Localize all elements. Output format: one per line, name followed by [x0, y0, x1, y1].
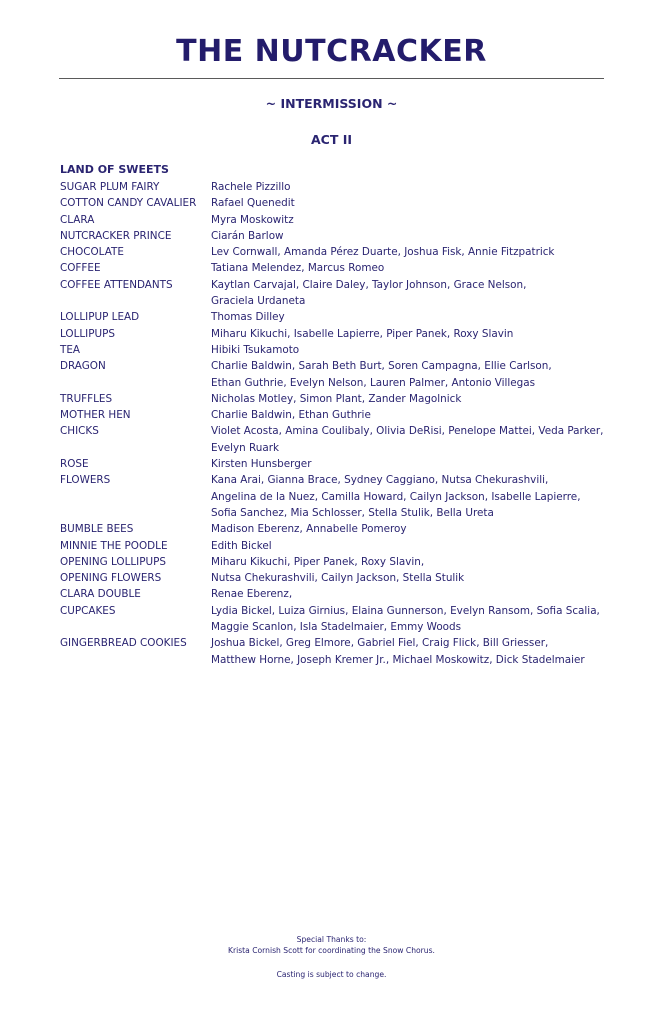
- cast-names: [211, 391, 620, 407]
- cast-row: [60, 342, 620, 358]
- cast-names: [211, 260, 620, 276]
- cast-names-line: Lev Cornwall, Amanda Pérez Duarte, Joshua Fisk, Annie Fitzpatrick: [211, 246, 555, 259]
- cast-names-line: Tatiana Melendez, Marcus Romeo: [211, 262, 385, 275]
- cast-names-line: Angelina de la Nuez, Camilla Howard, Cailyn Jackson, Isabelle Lapierre,: [211, 490, 581, 503]
- cast-names-line: Ciarán Barlow: [211, 229, 284, 242]
- cast-names-line: Myra Moskowitz: [211, 213, 294, 226]
- cast-names-line: Hibiki Tsukamoto: [211, 343, 300, 356]
- casting-note: Casting is subject to change.: [276, 970, 387, 979]
- cast-names-line: Charlie Baldwin, Ethan Guthrie: [211, 409, 371, 422]
- act-heading: ACT II: [310, 132, 353, 147]
- cast-names-line: Rafael Quenedit: [211, 197, 295, 210]
- cast-names-line: Charlie Baldwin, Sarah Beth Burt, Soren Campagna, Ellie Carlson,: [211, 360, 552, 373]
- cast-names-line: Kana Arai, Gianna Brace, Sydney Caggiano, Nutsa Chekurashvili,: [211, 474, 549, 487]
- cast-row: [60, 309, 620, 325]
- cast-row: [60, 554, 620, 570]
- cast-names: [211, 342, 620, 358]
- cast-names: [211, 456, 620, 472]
- cast-role: COTTON CANDY CAVALIER: [60, 197, 197, 210]
- footer: [0, 934, 663, 980]
- cast-role: LOLLIPUPS: [60, 327, 115, 340]
- cast-names-line: Lydia Bickel, Luiza Girnius, Elaina Gunnerson, Evelyn Ransom, Sofia Scalia,: [211, 604, 600, 617]
- cast-names-line: Edith Bickel: [211, 539, 272, 552]
- cast-row: [60, 407, 620, 423]
- cast-names-line: Joshua Bickel, Greg Elmore, Gabriel Fiel, Craig Flick, Bill Griesser,: [211, 637, 549, 650]
- cast-row: [60, 423, 620, 456]
- cast-role: OPENING LOLLIPUPS: [60, 555, 166, 568]
- cast-names: [211, 309, 620, 325]
- cast-row: [60, 472, 620, 521]
- cast-names: [211, 358, 620, 391]
- cast-row: [60, 228, 620, 244]
- cast-names: [211, 586, 620, 602]
- cast-names: [211, 326, 620, 342]
- cast-row: [60, 277, 620, 310]
- cast-row: [60, 538, 620, 554]
- cast-names: [211, 179, 620, 195]
- cast-row: [60, 391, 620, 407]
- cast-names-line: Violet Acosta, Amina Coulibaly, Olivia DeRisi, Penelope Mattei, Veda Parker,: [211, 425, 604, 438]
- cast-row: [60, 570, 620, 586]
- cast-names-line: Matthew Horne, Joseph Kremer Jr., Michael Moskowitz, Dick Stadelmaier: [211, 653, 585, 666]
- cast-role: COFFEE: [60, 262, 101, 275]
- cast-role: MINNIE THE POODLE: [60, 539, 168, 552]
- cast-names: [211, 423, 620, 456]
- cast-names-line: Kaytlan Carvajal, Claire Daley, Taylor Johnson, Grace Nelson,: [211, 278, 527, 291]
- cast-row: [60, 260, 620, 276]
- cast-row: [60, 326, 620, 342]
- cast-role: NUTCRACKER PRINCE: [60, 229, 172, 242]
- title-divider: [59, 78, 604, 79]
- cast-row: [60, 244, 620, 260]
- cast-names: [211, 570, 620, 586]
- cast-names-line: Thomas Dilley: [211, 311, 285, 324]
- cast-names: [211, 212, 620, 228]
- thanks-text: Krista Cornish Scott for coordinating the Snow Chorus.: [228, 946, 435, 955]
- cast-names: [211, 277, 620, 310]
- cast-role: ROSE: [60, 458, 89, 471]
- cast-names: [211, 538, 620, 554]
- cast-names-line: Evelyn Ruark: [211, 441, 280, 454]
- cast-list: [60, 179, 620, 668]
- cast-row: [60, 521, 620, 537]
- cast-names-line: Kirsten Hunsberger: [211, 458, 312, 471]
- cast-names-line: Rachele Pizzillo: [211, 181, 291, 193]
- cast-names: [211, 635, 620, 668]
- footer-spacer: [0, 956, 663, 969]
- cast-role: LOLLIPUP LEAD: [60, 311, 140, 324]
- cast-row: [60, 212, 620, 228]
- cast-role: FLOWERS: [60, 474, 111, 487]
- cast-names-line: Maggie Scanlon, Isla Stadelmaier, Emmy Woods: [211, 621, 462, 634]
- cast-role: CLARA: [60, 213, 95, 226]
- cast-role: SUGAR PLUM FAIRY: [60, 181, 160, 193]
- cast-names: [211, 603, 620, 636]
- cast-names: [211, 521, 620, 537]
- cast-role: CHOCOLATE: [60, 246, 124, 259]
- cast-row: [60, 635, 620, 668]
- cast-role: CLARA DOUBLE: [60, 588, 141, 601]
- cast-role: TRUFFLES: [60, 392, 113, 405]
- cast-role: TEA: [60, 343, 81, 356]
- cast-names: [211, 244, 620, 260]
- cast-role: MOTHER HEN: [60, 409, 131, 422]
- cast-names-line: Sofia Sanchez, Mia Schlosser, Stella Stulik, Bella Ureta: [211, 506, 494, 519]
- cast-role: GINGERBREAD COOKIES: [60, 637, 187, 650]
- cast-role: COFFEE ATTENDANTS: [60, 278, 173, 291]
- cast-names: [211, 228, 620, 244]
- cast-names: [211, 195, 620, 211]
- cast-names: [211, 472, 620, 521]
- intermission-heading: ~ INTERMISSION ~: [265, 96, 398, 111]
- cast-names-line: Madison Eberenz, Annabelle Pomeroy: [211, 523, 407, 536]
- cast-row: [60, 456, 620, 472]
- thanks-heading: Special Thanks to:: [296, 935, 367, 944]
- cast-row: [60, 358, 620, 391]
- cast-role: OPENING FLOWERS: [60, 572, 162, 585]
- cast-names-line: Miharu Kikuchi, Piper Panek, Roxy Slavin,: [211, 555, 425, 568]
- cast-row: [60, 195, 620, 211]
- section-heading: LAND OF SWEETS: [60, 163, 169, 176]
- cast-row: [60, 179, 620, 195]
- cast-role: BUMBLE BEES: [60, 523, 134, 536]
- cast-names-line: Nutsa Chekurashvili, Cailyn Jackson, Stella Stulik: [211, 572, 465, 585]
- page-title: THE NUTCRACKER: [176, 34, 487, 69]
- cast-names-line: Nicholas Motley, Simon Plant, Zander Magolnick: [211, 392, 462, 405]
- cast-row: [60, 603, 620, 636]
- cast-names: [211, 554, 620, 570]
- cast-names-line: Graciela Urdaneta: [211, 295, 306, 308]
- cast-names-line: Renae Eberenz,: [211, 588, 293, 601]
- cast-row: [60, 586, 620, 602]
- cast-role: DRAGON: [60, 360, 106, 373]
- cast-role: CUPCAKES: [60, 604, 116, 617]
- cast-role: CHICKS: [60, 425, 99, 438]
- cast-names: [211, 407, 620, 423]
- cast-names-line: Miharu Kikuchi, Isabelle Lapierre, Piper Panek, Roxy Slavin: [211, 327, 514, 340]
- cast-names-line: Ethan Guthrie, Evelyn Nelson, Lauren Palmer, Antonio Villegas: [211, 376, 536, 389]
